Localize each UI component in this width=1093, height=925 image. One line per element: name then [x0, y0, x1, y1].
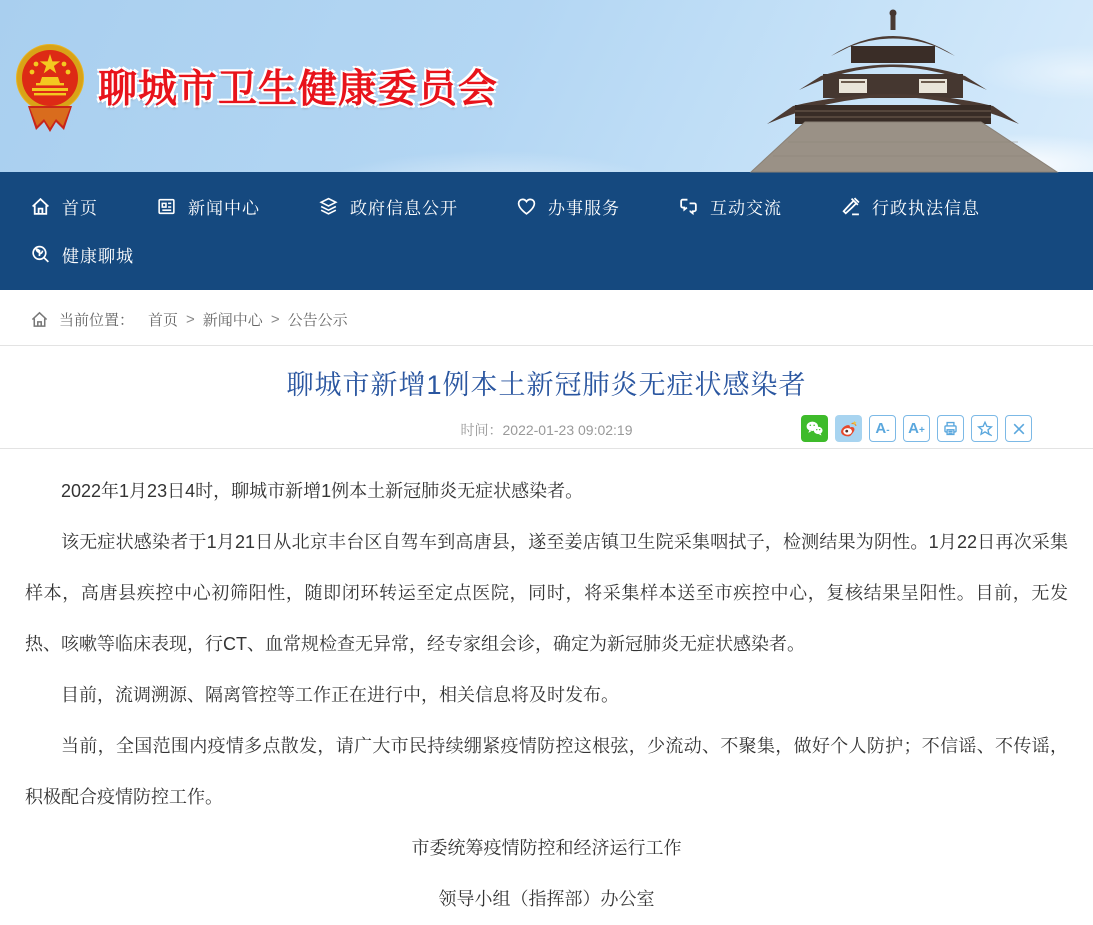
- close-button[interactable]: [1005, 415, 1032, 442]
- print-button[interactable]: [937, 415, 964, 442]
- breadcrumb-link-news[interactable]: 新闻中心: [202, 312, 263, 329]
- weibo-share-icon: [838, 418, 859, 439]
- article-paragraph: 2022年1月23日4时，聊城市新增1例本土新冠肺炎无症状感染者。: [61, 481, 584, 501]
- time-label: 时间：: [460, 422, 503, 438]
- nav-item-healthy-liaocheng[interactable]: [30, 242, 134, 267]
- nav-item-gov-info[interactable]: [318, 194, 458, 219]
- article-body: [0, 449, 1093, 925]
- wechat-share-button[interactable]: [801, 415, 828, 442]
- print-icon: [942, 420, 959, 437]
- breadcrumb-label: 当前位置：: [59, 312, 135, 329]
- gavel-icon: [840, 196, 861, 217]
- share-toolbar: [794, 415, 1032, 442]
- breadcrumb: [0, 290, 1093, 346]
- article-paragraph: 当前，全国范围内疫情多点散发，请广大市民持续绷紧疫情防控这根弦，少流动、不聚集，做好个人防护；不信谣、不传谣，积极配合疫情防控工作。: [25, 736, 1068, 807]
- site-banner: [0, 0, 1093, 172]
- nav-item-label: 新闻中心: [188, 198, 260, 218]
- font-decrease-button[interactable]: [869, 415, 896, 442]
- nav-row-1: [30, 182, 1093, 230]
- site-title: 聊城市卫生健康委员会: [98, 68, 499, 111]
- health-icon: [30, 244, 51, 265]
- breadcrumb-link-notices[interactable]: 公告公示: [287, 312, 348, 329]
- font-decrease-icon: A-: [875, 420, 890, 437]
- nav-item-home[interactable]: [30, 194, 98, 219]
- nav-item-label: 首页: [62, 198, 98, 218]
- font-increase-icon: A+: [908, 420, 925, 437]
- nav-item-label: 行政执法信息: [872, 198, 980, 218]
- nav-row-2: [30, 230, 1093, 278]
- signature-line-1: 市委统筹疫情防控和经济运行工作: [411, 838, 682, 858]
- favorite-star-icon: [976, 420, 994, 438]
- nav-item-label: 政府信息公开: [350, 198, 458, 218]
- article-paragraph: 该无症状感染者于1月21日从北京丰台区自驾车到高唐县，遂至姜店镇卫生院采集咽拭子，检测结果为阴性。1月22日再次采集样本，高唐县疾控中心初筛阳性，随即闭环转运至定点医院，同时，将采集样本送至市疾控中心，复核结果呈阳性。目前，无发热、咳嗽等临床表现，行CT、血常规检查无异常，经专家组会诊，确定为新冠肺炎无症状感染者。: [25, 532, 1068, 654]
- national-emblem-logo: [14, 38, 86, 134]
- chat-icon: [678, 196, 699, 217]
- time-value: 2022-01-23 09:02:19: [502, 422, 633, 438]
- breadcrumb-separator: >: [186, 311, 195, 328]
- tower-photo: [733, 4, 1093, 172]
- nav-item-interaction[interactable]: [678, 194, 782, 219]
- home-icon: [30, 310, 49, 329]
- nav-item-services[interactable]: [516, 194, 620, 219]
- layers-icon: [318, 196, 339, 217]
- news-icon: [156, 196, 177, 217]
- close-icon: [1011, 421, 1027, 437]
- favorite-button[interactable]: [971, 415, 998, 442]
- font-increase-button[interactable]: [903, 415, 930, 442]
- article-meta: [25, 415, 1068, 445]
- signature-line-2: 领导小组（指挥部）办公室: [438, 889, 655, 909]
- nav-item-news-center[interactable]: [156, 194, 260, 219]
- nav-item-label: 健康聊城: [62, 246, 134, 266]
- nav-item-law-enforcement[interactable]: [840, 194, 980, 219]
- nav-item-label: 办事服务: [548, 198, 620, 218]
- wechat-share-icon: [804, 418, 825, 439]
- weibo-share-button[interactable]: [835, 415, 862, 442]
- article-paragraph: 目前，流调溯源、隔离管控等工作正在进行中，相关信息将及时发布。: [61, 685, 619, 705]
- breadcrumb-link-home[interactable]: 首页: [148, 312, 179, 329]
- heart-icon: [516, 196, 537, 217]
- article-header: [0, 346, 1093, 449]
- nav-item-label: 互动交流: [710, 198, 782, 218]
- site-brand[interactable]: [14, 38, 498, 134]
- home-icon: [30, 196, 51, 217]
- main-nav: [0, 172, 1093, 290]
- article-title: 聊城市新增1例本土新冠肺炎无症状感染者: [286, 370, 807, 400]
- breadcrumb-separator: >: [270, 311, 280, 328]
